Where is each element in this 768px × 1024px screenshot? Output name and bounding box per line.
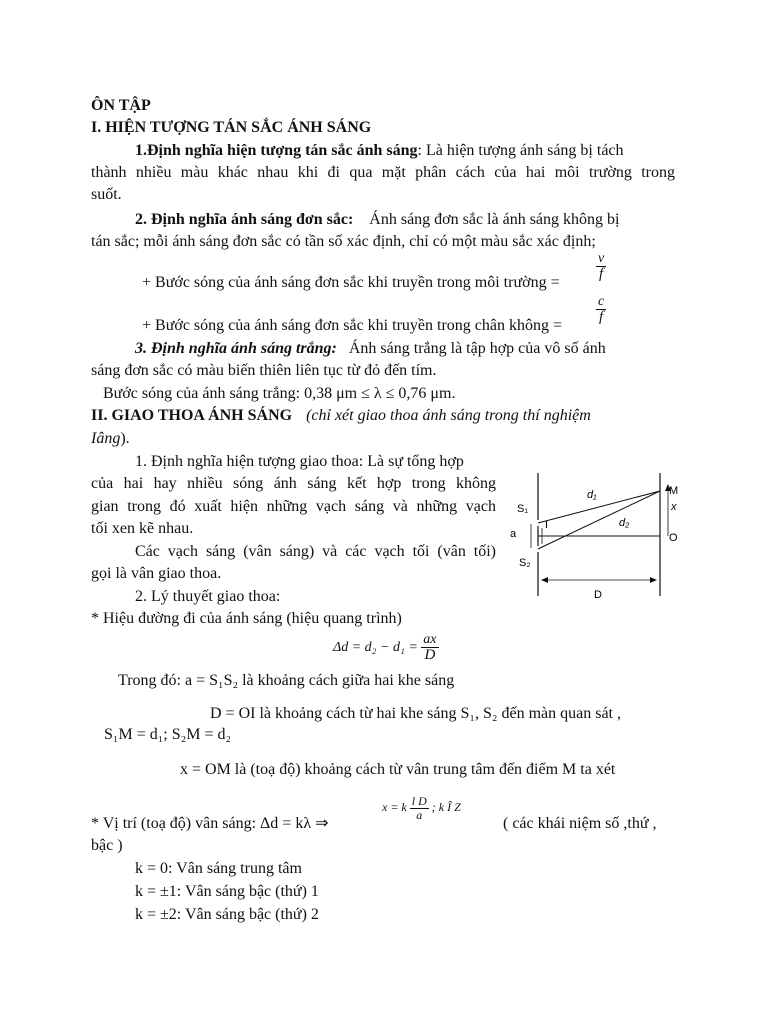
bright-fringe-position: * Vị trí (toạ độ) vân sáng: Δd = kλ ⇒ [91, 815, 329, 832]
section-2-subtitle: (chỉ xét giao thoa ánh sáng trong thí nghiệm [306, 407, 591, 424]
def2-line2: tán sắc; mỗi ánh sáng đơn sắc có tần số xác định, chỉ có một màu sắc xác định; [91, 233, 596, 250]
bright-fringe-note-2: bậc ) [91, 837, 123, 854]
fraction-numerator: v [598, 251, 605, 266]
ray-d2 [538, 491, 660, 549]
def3-text-1: Ánh sáng trắng là tập hợp của vô số ánh [348, 340, 606, 357]
order-k0: k = 0: Vân sáng trung tâm [135, 860, 302, 877]
def1-line3: suốt. [91, 186, 122, 203]
definition-S: S₁M = d₁; S₂M = d₂ [104, 726, 232, 743]
interference-def-line3: gian trong đó xuất hiện những vạch sáng và những vạch [91, 498, 496, 515]
white-light-range: Bước sóng của ánh sáng trắng: 0,38 μm ≤ λ ≤ 0,76 μm. [103, 385, 456, 402]
def1-label: 1.Định nghĩa hiện tượng tán sắc ánh sáng [135, 142, 418, 159]
order-k2: k = ±2: Vân sáng bậc (thứ) 2 [135, 906, 319, 923]
section-1-title: I. HIỆN TƯỢNG TÁN SẮC ÁNH SÁNG [91, 119, 372, 136]
def2-line1 [135, 210, 675, 230]
fraction-denominator: f [599, 266, 604, 282]
label-d1: d₁ [587, 489, 597, 501]
fraction-denominator: f [599, 309, 604, 325]
formula-denominator: D [424, 647, 436, 664]
interference-def-line6: gọi là vân giao thoa. [91, 565, 222, 582]
bright-formula-tail: ; k Î Z [431, 800, 461, 814]
definition-D: D = OI là khoảng cách từ hai khe sáng S₁, S₂ đến màn quan sát , [210, 705, 621, 722]
ray-d1 [538, 491, 660, 523]
definition-a: Trong đó: a = S₁S₂ là khoảng cách giữa hai khe sáng [118, 672, 455, 689]
def3-line2: sáng đơn sắc có màu biến thiên liên tục từ đỏ đến tím. [91, 362, 437, 379]
distance-D-left-head [541, 577, 548, 583]
theory-label: 2. Lý thuyết giao thoa: [135, 588, 281, 605]
label-s1: S₁ [517, 503, 529, 515]
label-i: I [545, 519, 549, 531]
label-o: O [669, 532, 678, 544]
path-difference-formula [333, 630, 439, 666]
interference-def-line2: của hai hay nhiều sóng ánh sáng kết hợp trong không [91, 475, 496, 492]
bright-formula-denominator: a [416, 807, 423, 822]
def2-text-1: Ánh sáng đơn sắc là ánh sáng không bị [369, 211, 620, 228]
formula-numerator: ax [423, 632, 437, 648]
fraction-numerator: c [598, 294, 605, 309]
def3-line1 [135, 339, 675, 359]
bright-fringe-note: ( các khái niệm số ,thứ , [503, 815, 657, 832]
label-a: a [510, 528, 517, 540]
section-2-subtitle-2: Iâng [91, 430, 121, 447]
section-2-title: II. GIAO THOA ÁNH SÁNG [91, 407, 293, 424]
interference-def-line1: 1. Định nghĩa hiện tượng giao thoa: Là sự tổng hợp [135, 453, 464, 470]
interference-def-line5: Các vạch sáng (vân sáng) và các vạch tối (vân tối) [135, 543, 496, 560]
label-d2: d₂ [619, 517, 630, 529]
label-x: x [671, 501, 677, 513]
def2-label: 2. Định nghĩa ánh sáng đơn sắc: [135, 211, 354, 228]
bullet-medium-wavelength: + Bước sóng của ánh sáng đơn sắc khi truyền trong môi trường = [142, 274, 560, 291]
section-2-subtitle-line2 [91, 429, 130, 449]
page-heading: ÔN TẬP [91, 97, 151, 114]
bullet-vacuum-wavelength: + Bước sóng của ánh sáng đơn sắc khi truyền trong chân không = [142, 317, 562, 334]
path-difference-text: * Hiệu đường đi của ánh sáng (hiệu quang trình) [91, 610, 402, 627]
label-m: M [669, 485, 679, 497]
interference-def-line4: tối xen kẽ nhau. [91, 520, 194, 537]
label-s2: S₂ [519, 557, 531, 569]
formula-lhs: Δd = d₂ − d₁ = [333, 640, 418, 655]
section-2-title-line [91, 406, 675, 426]
def3-label: 3. Định nghĩa ánh sáng trắng: [135, 340, 337, 357]
def1-line2: thành nhiều màu khác nhau khi đi qua mặt phân cách của hai môi trường trong [91, 164, 675, 181]
young-experiment-diagram [505, 468, 705, 604]
definition-x: x = OM là (toạ độ) khoảng cách từ vân trung tâm đến điểm M ta xét [180, 761, 616, 778]
def1-line1 [135, 141, 675, 161]
bright-fringe-formula [382, 789, 461, 825]
section-2-subtitle-end: ). [120, 430, 130, 447]
bright-formula-numerator: l D [411, 793, 427, 808]
distance-D-right-head [650, 577, 657, 583]
order-k1: k = ±1: Vân sáng bậc (thứ) 1 [135, 883, 319, 900]
def1-text-1: : Là hiện tượng ánh sáng bị tách [417, 142, 624, 159]
label-d: D [594, 589, 602, 601]
fraction-c-f [596, 295, 606, 324]
fraction-v-f [596, 252, 606, 281]
bright-formula-x: x = k [382, 800, 407, 814]
